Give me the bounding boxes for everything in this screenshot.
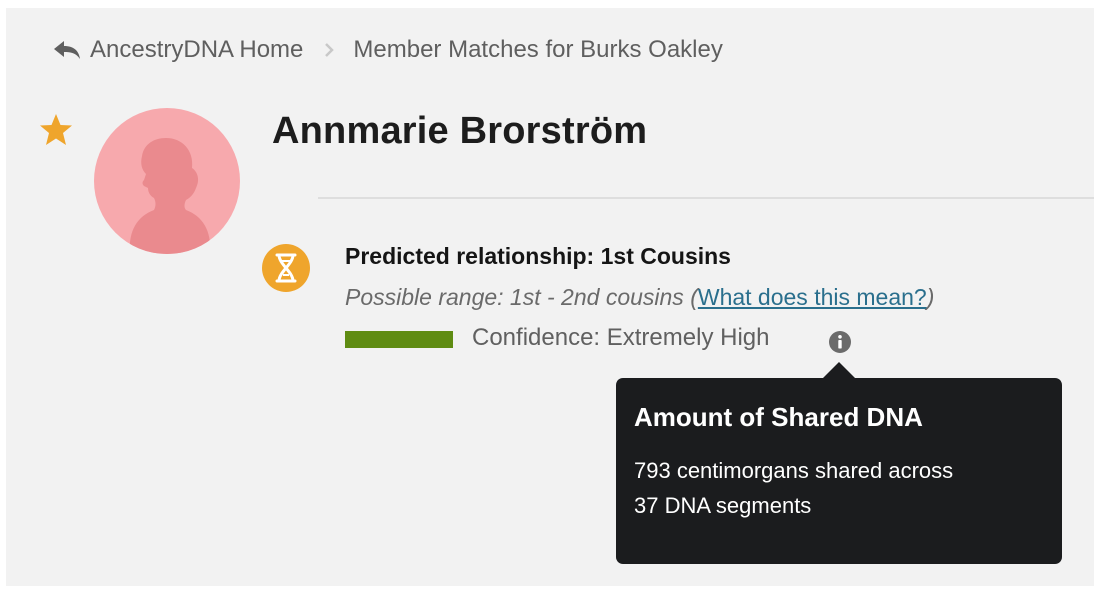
breadcrumb-home-link[interactable]: AncestryDNA Home [90,36,304,63]
relationship-badge [262,244,310,292]
confidence-label: Confidence: Extremely High [472,324,770,351]
tooltip-centimorgans: 793 centimorgans shared across [634,458,954,483]
what-does-this-mean-link[interactable]: What does this mean? [697,284,927,310]
chevron-right-icon [319,40,339,60]
star-icon[interactable] [38,112,74,148]
confidence-bar [345,331,453,348]
possible-range-text: Possible range: 1st - 2nd cousins ( [345,284,698,310]
back-arrow-icon[interactable] [52,38,82,62]
info-icon[interactable] [828,330,852,354]
tooltip-arrow [822,362,856,379]
breadcrumb [52,32,723,68]
possible-range-close: ) [926,284,935,310]
match-name: Annmarie Brorström [272,110,648,152]
predicted-relationship: Predicted relationship: 1st Cousins [345,243,731,269]
possible-range [345,284,934,311]
tooltip-title: Amount of Shared DNA [634,402,923,432]
tooltip-segments: 37 DNA segments [634,493,812,518]
header-divider [318,197,1094,199]
shared-dna-tooltip [616,378,1062,564]
confidence-bar-fill [345,331,453,348]
breadcrumb-current-link[interactable]: Member Matches for Burks Oakley [353,36,723,63]
avatar[interactable] [94,108,240,254]
dna-helix-icon [262,244,310,292]
female-silhouette-icon [94,108,240,254]
